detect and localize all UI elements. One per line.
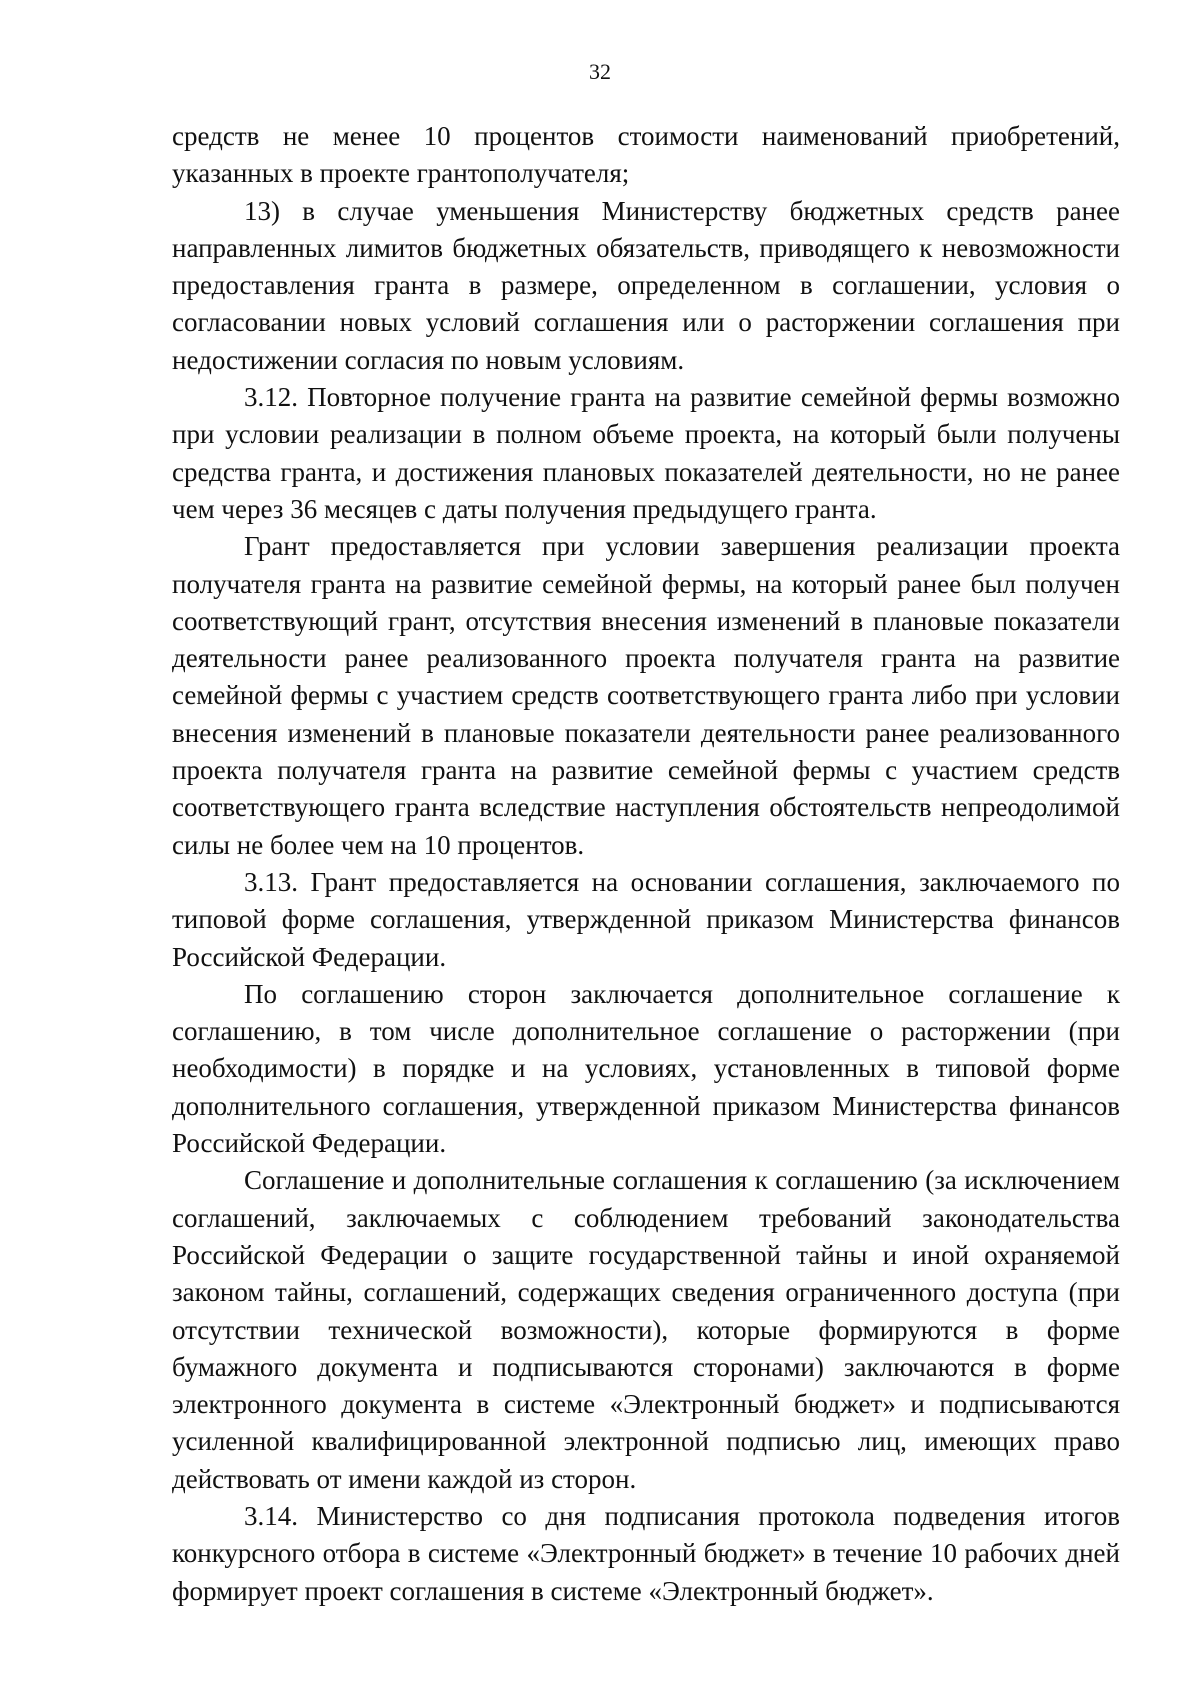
paragraph-3-14: 3.14. Министерство со дня подписания протокола подведения итогов конкурсного отбора в системе «Электронный бюджет» в течение 10 рабочих дней формирует проект соглашения в системе «Электронный бюджет».	[172, 1500, 1120, 1606]
page-number: 32	[589, 59, 611, 84]
paragraph-3-13: 3.13. Грант предоставляется на основании соглашения, заключаемого по типовой форме соглашения, утвержденной приказом Министерства финансов Российской Федерации.	[172, 866, 1120, 972]
paragraph-electronic-agreement: Соглашение и дополнительные соглашения к соглашению (за исключением соглашений, заключаемых с соблюдением требований законодательства Российской Федерации о защите государственной тайны и иной охраняемой законом тайны, соглашений, содержащих сведения ограниченного доступа (при отсутствии технической возможности), которые формируются в форме бумажного документа и подписываются сторонами) заключаются в форме электронного документа в системе «Электронный бюджет» и подписываются усиленной квалифицированной электронной подписью лиц, имеющих право действовать от имени каждой из сторон.	[172, 1165, 1120, 1494]
document-body	[172, 118, 1120, 1610]
paragraph-item-13: 13) в случае уменьшения Министерству бюджетных средств ранее направленных лимитов бюджетных обязательств, приводящего к невозможности предоставления гранта в размере, определенном в соглашении, условия о согласовании новых условий соглашения или о расторжении соглашения при недостижении согласия по новым условиям.	[172, 195, 1120, 375]
paragraph-grant-conditions: Грант предоставляется при условии завершения реализации проекта получателя гранта на развитие семейной фермы, на который ранее был получен соответствующий грант, отсутствия внесения изменений в плановые показатели деятельности ранее реализованного проекта получателя гранта на развитие семейной фермы с участием средств соответствующего гранта либо при условии внесения изменений в плановые показатели деятельности ранее реализованного проекта получателя гранта на развитие семейной фермы с участием средств соответствующего гранта вследствие наступления обстоятельств непреодолимой силы не более чем на 10 процентов.	[172, 531, 1120, 860]
paragraph-additional-agreement: По соглашению сторон заключается дополнительное соглашение к соглашению, в том числе дополнительное соглашение о расторжении (при необходимости) в порядке и на условиях, установленных в типовой форме дополнительного соглашения, утвержденной приказом Министерства финансов Российской Федерации.	[172, 978, 1120, 1159]
paragraph-3-12: 3.12. Повторное получение гранта на развитие семейной фермы возможно при условии реализации в полном объеме проекта, на который были получены средства гранта, и достижения плановых показателей деятельности, но не ранее чем через 36 месяцев с даты получения предыдущего гранта.	[172, 382, 1120, 524]
paragraph-continuation: средств не менее 10 процентов стоимости наименований приобретений, указанных в проекте грантополучателя;	[172, 121, 1120, 189]
